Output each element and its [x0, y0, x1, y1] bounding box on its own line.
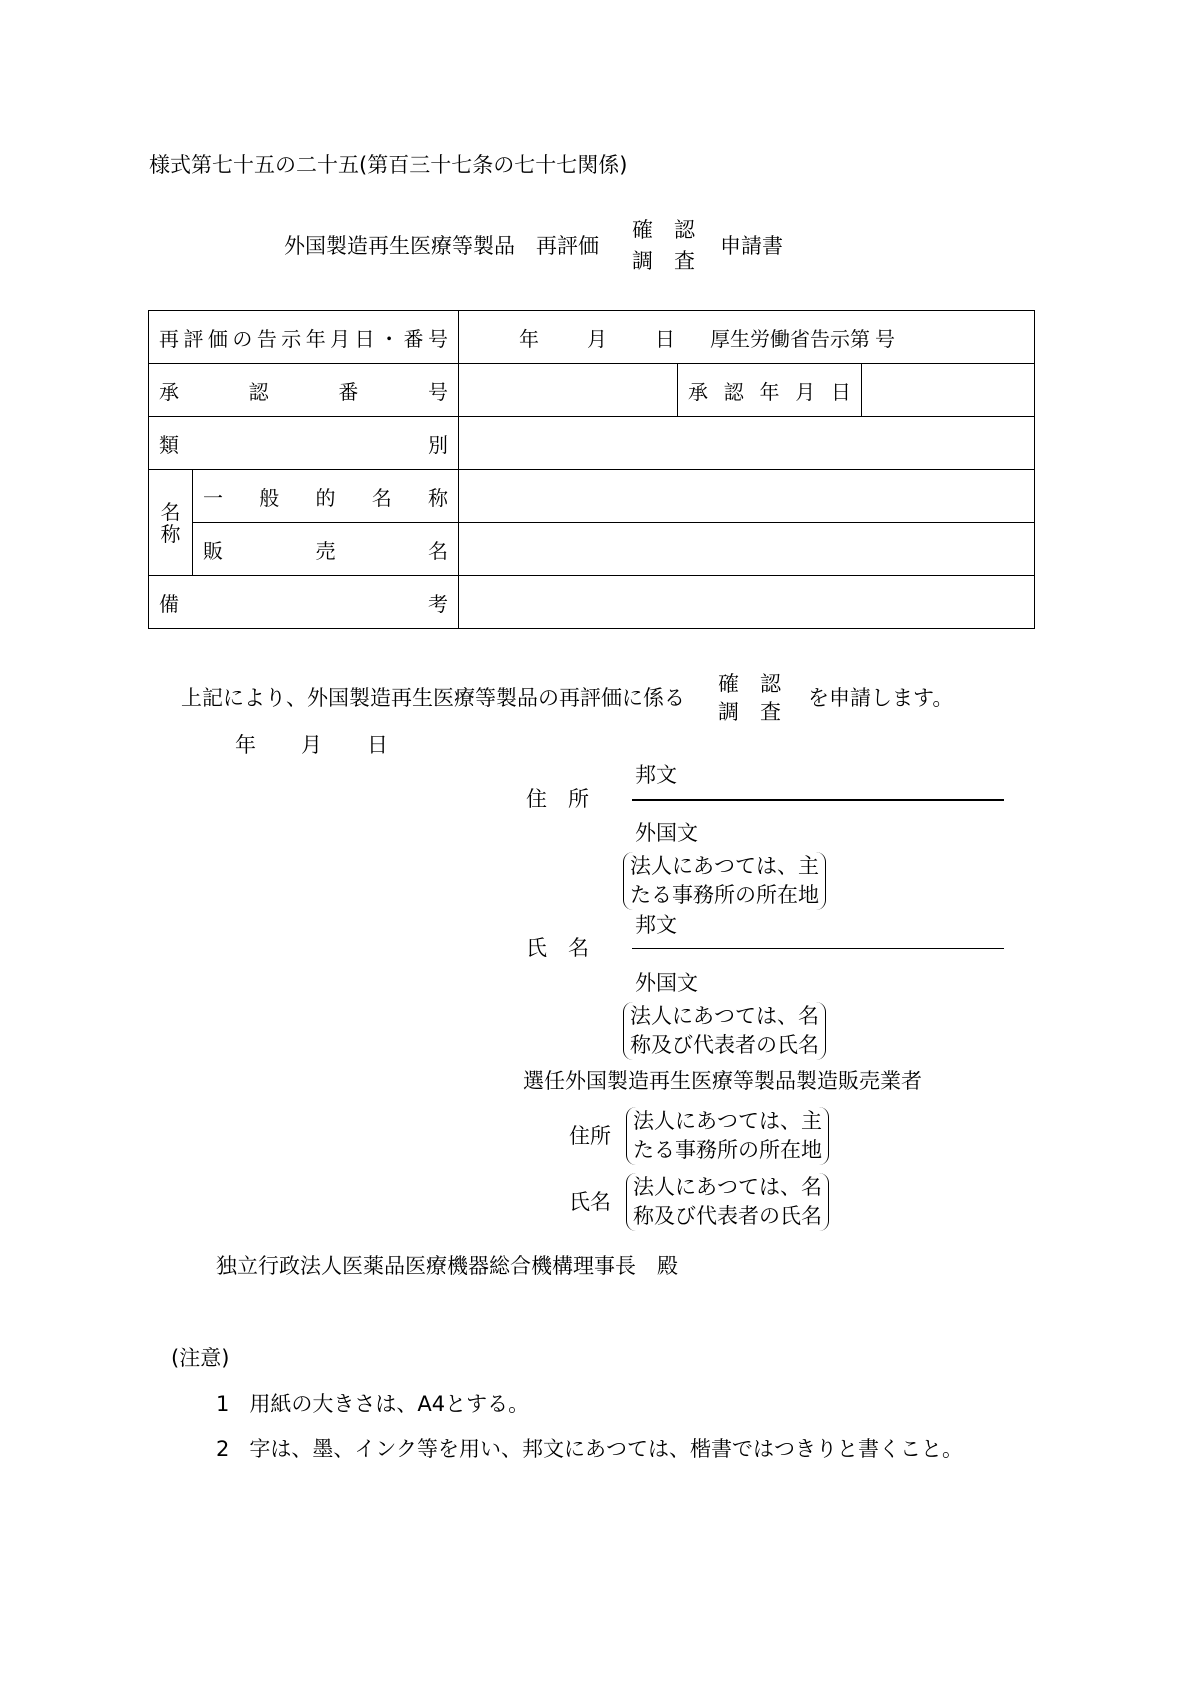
- table-row-approval: [149, 364, 1035, 417]
- label-char: 日: [831, 379, 851, 404]
- title-option-investigate: 調 査: [632, 249, 695, 273]
- label-char: 再: [159, 326, 179, 351]
- label-char: 承: [159, 379, 179, 404]
- table-row-brand-name: [149, 523, 1035, 576]
- label-char: ・: [379, 326, 400, 351]
- name-japanese-label: 邦文: [635, 913, 677, 937]
- label-char: 号: [427, 326, 448, 351]
- label-char: 的: [315, 485, 336, 510]
- label-char: 月: [330, 326, 351, 351]
- statement-option-investigate: 調 査: [718, 700, 781, 724]
- designated-name-note: [626, 1173, 829, 1231]
- day-label: 日: [655, 326, 675, 351]
- label-char: 号: [427, 379, 448, 404]
- year-label: 年: [519, 326, 539, 351]
- value-approval-date[interactable]: [862, 364, 1035, 417]
- label-char: 名: [371, 485, 392, 510]
- statement-prefix: 上記により、外国製造再生医療等製品の再評価に係る: [181, 686, 685, 710]
- label-char: 年: [305, 326, 326, 351]
- address-japanese-line[interactable]: [632, 799, 1004, 801]
- note-line: 称及び代表者の氏名: [633, 1204, 822, 1228]
- statement-suffix: を申請します。: [808, 686, 954, 710]
- note-item: [216, 1439, 963, 1460]
- note-number: 2: [216, 1437, 230, 1461]
- application-table: [148, 310, 1035, 629]
- label-char: 別: [428, 432, 448, 457]
- table-row-notice: [149, 311, 1035, 364]
- label-brand-name: [203, 535, 448, 564]
- label-char: 番: [338, 379, 359, 404]
- label-char: 承: [688, 379, 708, 404]
- applicant-name-label: 氏 名: [526, 936, 589, 960]
- label-char: 年: [759, 379, 780, 404]
- table-row-generic-name: [149, 470, 1035, 523]
- label-char: 告: [256, 326, 277, 351]
- note-text: 用紙の大きさは、A4とする。: [249, 1392, 530, 1416]
- notice-label: 厚生労働省告示第: [710, 326, 870, 351]
- note-line: 法人にあつては、名: [630, 1004, 819, 1028]
- label-char: 認: [723, 379, 744, 404]
- notes-heading: (注意): [171, 1346, 230, 1370]
- label-remarks: [159, 588, 448, 617]
- address-note: [623, 852, 826, 910]
- label-char: 日: [354, 326, 375, 351]
- note-line: たる事務所の所在地: [630, 883, 819, 907]
- table-row-remarks: [149, 576, 1035, 629]
- name-note: [623, 1002, 826, 1060]
- title-main: 外国製造再生医療等製品 再評価: [284, 234, 599, 258]
- applicant-address-label: 住 所: [526, 787, 589, 811]
- designated-address-label: 住所: [569, 1124, 611, 1148]
- label-char: 備: [159, 591, 179, 616]
- label-char: 類: [159, 432, 179, 457]
- label-char: 考: [428, 591, 448, 616]
- label-char: 価: [207, 326, 228, 351]
- label-char: 示: [281, 326, 302, 351]
- label-char: 一: [203, 485, 223, 510]
- note-line: たる事務所の所在地: [633, 1138, 822, 1162]
- value-category[interactable]: [459, 417, 1035, 470]
- note-line: 法人にあつては、主: [633, 1109, 822, 1133]
- address-foreign-label: 外国文: [635, 821, 698, 845]
- note-line: 法人にあつては、主: [630, 854, 819, 878]
- label-char: の: [232, 326, 253, 351]
- label-char: 名: [428, 538, 448, 563]
- value-generic-name[interactable]: [459, 470, 1035, 523]
- designated-heading: 選任外国製造再生医療等製品製造販売業者: [523, 1069, 922, 1093]
- designated-name-label: 氏名: [569, 1190, 611, 1214]
- label-char: 評: [183, 326, 204, 351]
- title-suffix: 申請書: [720, 234, 783, 258]
- designated-address-note: [626, 1107, 829, 1165]
- form-number: 様式第七十五の二十五(第百三十七条の七十七関係): [149, 153, 628, 177]
- name-japanese-line[interactable]: [632, 948, 1004, 949]
- value-notice[interactable]: [459, 311, 1035, 364]
- name-foreign-label: 外国文: [635, 971, 698, 995]
- label-char: 般: [259, 485, 280, 510]
- label-char: 認: [248, 379, 269, 404]
- label-char: 称: [428, 485, 448, 510]
- statement-option-confirm: 確 認: [718, 672, 781, 696]
- value-brand-name[interactable]: [459, 523, 1035, 576]
- label-category: [159, 429, 448, 458]
- note-number: 1: [216, 1392, 230, 1416]
- value-remarks[interactable]: [459, 576, 1035, 629]
- addressee: 独立行政法人医薬品医療機器総合機構理事長 殿: [216, 1254, 678, 1278]
- label-char: 販: [203, 538, 223, 563]
- date-year: 年: [235, 733, 256, 757]
- number-label: 号: [875, 326, 895, 351]
- date-day: 日: [367, 733, 388, 757]
- label-generic-name: [203, 482, 448, 511]
- table-row-category: [149, 417, 1035, 470]
- label-approval-date: [688, 376, 851, 405]
- label-char: 番: [403, 326, 424, 351]
- note-text: 字は、墨、インク等を用い、邦文にあつては、楷書ではつきりと書くこと。: [249, 1437, 963, 1461]
- note-line: 法人にあつては、名: [633, 1175, 822, 1199]
- label-char: 売: [315, 538, 336, 563]
- title-option-confirm: 確 認: [632, 218, 695, 242]
- address-japanese-label: 邦文: [635, 763, 677, 787]
- label-approval-number: [159, 376, 448, 405]
- value-approval-number[interactable]: [459, 364, 678, 417]
- label-notice-date-number: [159, 323, 448, 352]
- month-label: 月: [587, 326, 607, 351]
- note-item: [216, 1394, 529, 1415]
- label-name-group: 名称: [149, 470, 193, 576]
- label-char: 月: [795, 379, 816, 404]
- date-month: 月: [301, 733, 322, 757]
- note-line: 称及び代表者の氏名: [630, 1033, 819, 1057]
